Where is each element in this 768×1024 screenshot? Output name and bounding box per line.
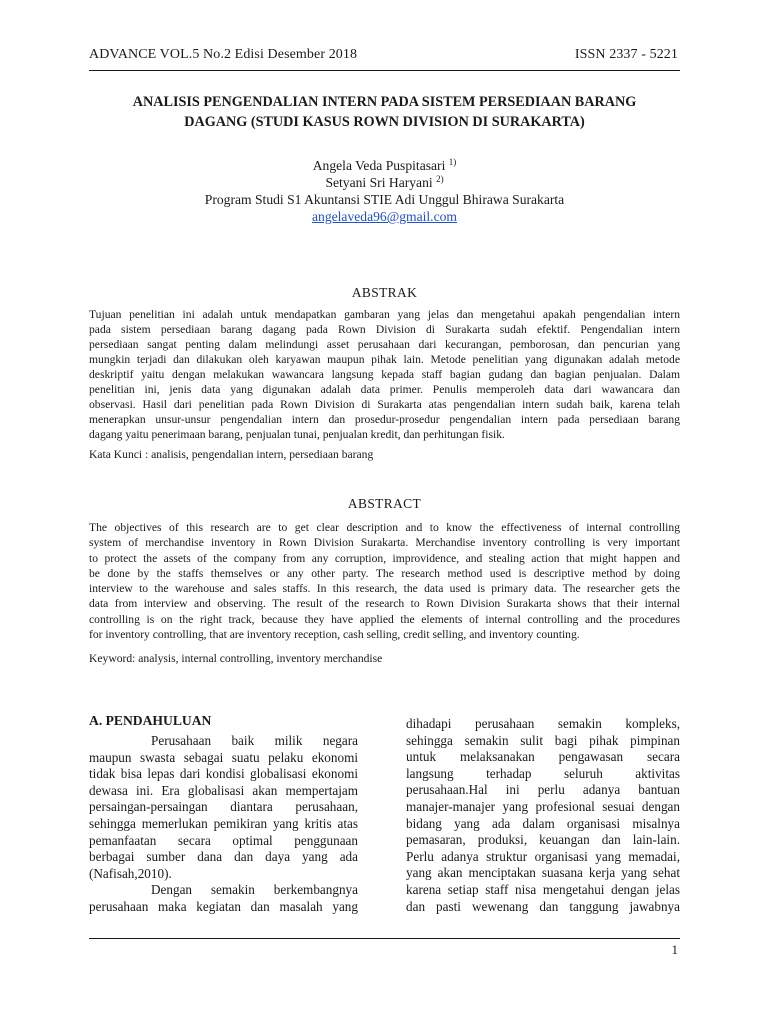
abstract-line: data from interview and observing. The result of the research to Rown Division Surakarta shows that their internal: [89, 597, 680, 611]
abstract-line: for inventory controlling, that are inventory reception, cash selling, credit selling, and inventory counting.: [89, 628, 580, 642]
abstract-line: system of merchandise inventory in Rown Division Surakarta. Merchandise inventory controlling is very important: [89, 536, 680, 550]
abstrak-line: dagang yaitu penerimaan barang, penjualan tunai, penjualan kredit, dan perhitungan fisik.: [89, 428, 505, 441]
abstrak-line: persediaan sangat penting dalam melindungi asset perusahaan dari kecurangan, pemborosan, dan pencurian yang: [89, 338, 680, 351]
author-2-mark: 2): [436, 174, 444, 184]
body-left-column: [89, 713, 358, 916]
body-line: perusahaan maka kegiatan dan masalah yang: [89, 898, 358, 914]
abstract-line: interview to the warehouse and sales staffs. In this research, the data used is primary data. The researcher gets the: [89, 582, 680, 596]
journal-header: ADVANCE VOL.5 No.2 Edisi Desember 2018: [89, 47, 358, 62]
body-line: Perlu adanya struktur organisasi yang memadai,: [406, 848, 680, 864]
author-2: [89, 174, 680, 191]
body-line: Dengan semakin berkembangnya: [151, 882, 358, 898]
body-line: manajer-manajer yang profesional sesuai dengan: [406, 798, 680, 814]
body-line: (Nafisah,2010).: [89, 865, 172, 881]
body-line: dihadapi perusahaan semakin kompleks,: [406, 716, 680, 731]
abstrak-line: menerapkan unsur-unsur pengendalian intern dan prosedur-prosedur pengendalian intern pada persediaan barang: [89, 413, 680, 426]
keywords: Keyword: analysis, internal controlling, inventory merchandise: [89, 652, 383, 665]
body-line: pemanfaatan secara optimal penggunaan: [89, 832, 358, 848]
abstract-line: be done by the staffs themselves or any other party. The research method used is descriptive method by doing: [89, 566, 680, 580]
body-line: berbagai sumber dana dan daya yang ada: [89, 849, 358, 865]
author-block: [89, 157, 680, 225]
email-link[interactable]: angelaveda96@gmail.com: [311, 209, 457, 224]
abstract-line: controlling is on the right track, because they have applied the elements of internal controlling and the procedures: [89, 612, 680, 626]
abstrak-line: deskriptif yaitu dengan melakukan wawancara langsung kepada staff bagian gudang dan bagian penjualan. Dalam: [89, 368, 680, 381]
abstract-line: The objectives of this research are to get clear description and to know the effectiveness of internal controlling: [89, 521, 680, 534]
body-right-column: [406, 716, 680, 915]
header-rule: [89, 70, 680, 71]
title-line-2: DAGANG (STUDI KASUS ROWN DIVISION DI SURAKARTA): [184, 114, 585, 130]
abstrak-line: Tujuan penelitian ini adalah untuk mendapatkan gambaran yang jelas dan mengetahui apakah pengendalian intern: [89, 308, 680, 321]
body-line: dan pasti wewenang dan tanggung jawabnya: [406, 898, 680, 914]
title-line-1: ANALISIS PENGENDALIAN INTERN PADA SISTEM PERSEDIAAN BARANG: [132, 94, 637, 110]
body-line: yang akan menciptakan suasana kerja yang sehat: [406, 865, 680, 881]
author-1-name: Angela Veda Puspitasari: [312, 158, 446, 173]
abstrak-line: mungkin terjadi dan dilakukan oleh karyawan maupun pihak lain. Metode penelitian yang digunakan adalah metode: [89, 353, 680, 366]
abstrak-line: observasi. Hasil dari penelitian pada Rown Division di Surakarta atas pengendalian intern sudah baik, karena telah: [89, 398, 680, 411]
body-line: langsung terhadap seluruh aktivitas: [406, 765, 680, 781]
section-heading: A. PENDAHULUAN: [89, 713, 212, 728]
body-line: untuk melaksanakan pengawasan secara: [406, 749, 680, 765]
affiliation: Program Studi S1 Akuntansi STIE Adi Unggul Bhirawa Surakarta: [204, 192, 565, 207]
author-1-mark: 1): [448, 157, 457, 167]
body-line: maupun swasta sebagai suatu pelaku ekonomi: [89, 749, 358, 765]
issn-label: ISSN 2337 - 5221: [574, 47, 678, 62]
body-line: persaingan-persaingan diantara perusahaan,: [89, 799, 358, 815]
paper-title: [89, 92, 680, 132]
body-line: bidang yang ada dalam organisasi misalnya: [406, 815, 680, 831]
abstrak-heading: ABSTRAK: [351, 285, 418, 300]
abstract-heading: ABSTRACT: [347, 496, 422, 511]
body-line: Perusahaan baik milik negara: [151, 733, 358, 748]
page-number: 1: [671, 942, 678, 957]
body-line: perusahaan.Hal ini perlu adanya bantuan: [406, 782, 680, 798]
kata-kunci: Kata Kunci : analisis, pengendalian intern, persediaan barang: [89, 448, 374, 461]
body-line: pemasaran, produksi, keuangan dan lain-lain.: [406, 832, 680, 848]
body-line: karena setiap staff nisa mengetahui dengan jelas: [406, 881, 680, 897]
abstrak-line: penelitian ini, jenis data yang digunakan adalah data primer. Penulis memperoleh data dari wawancara dan: [89, 383, 680, 396]
abstrak-text: [89, 307, 680, 442]
body-line: sehingga semakin sulit bagi pihak pimpinan: [406, 732, 680, 748]
body-line: sehingga memerlukan pemikiran yang kritis atas: [89, 815, 358, 831]
abstract-line: to protect the assets of the company from any corruption, improvidence, and stealing action that might happen and: [89, 551, 680, 565]
author-1: [89, 157, 680, 174]
body-line: dewasa ini. Era globalisasi akan mempertajam: [89, 782, 358, 798]
author-2-name: Setyani Sri Haryani: [325, 175, 433, 190]
abstrak-line: pada sistem persediaan barang dagang pada Rown Division di Surakarta sudah efektif. Pengendalian intern: [89, 323, 680, 336]
footer-rule: [89, 938, 680, 939]
body-line: tidak bisa lepas dari kondisi globalisasi ekonomi: [89, 766, 358, 782]
abstract-text: [89, 520, 680, 642]
